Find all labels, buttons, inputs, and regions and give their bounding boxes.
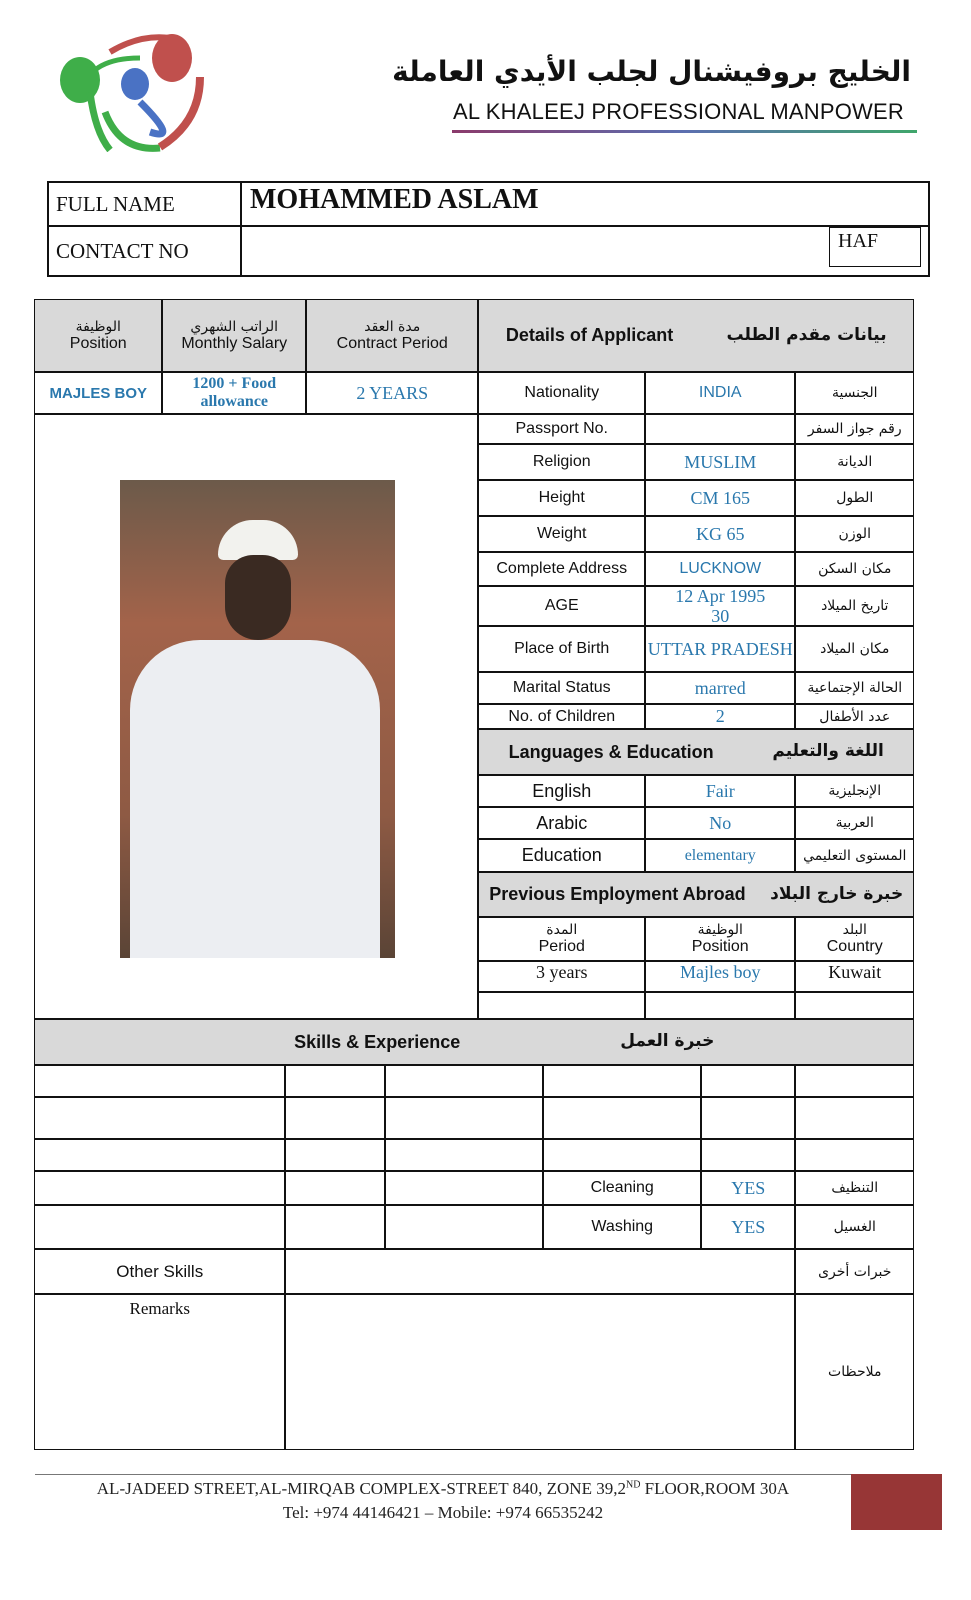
emp-position-header: الوظيفة Position xyxy=(645,917,795,961)
skills-cell xyxy=(385,1097,543,1139)
birth-date: 12 Apr 1995 xyxy=(675,585,766,606)
language-arabic-label: المستوى التعليمي xyxy=(795,839,914,872)
skills-cell xyxy=(385,1139,543,1171)
detail-value: MUSLIM xyxy=(645,444,795,480)
other-skills-value xyxy=(285,1249,795,1294)
skill-label: Cleaning xyxy=(543,1171,701,1205)
detail-arabic-label: مكان الميلاد xyxy=(795,626,914,672)
language-value: Fair xyxy=(645,775,795,807)
other-skills-label: Other Skills xyxy=(34,1249,285,1294)
detail-label: Nationality xyxy=(478,372,645,414)
detail-label: Marital Status xyxy=(478,672,645,704)
skills-cell xyxy=(285,1171,385,1205)
detail-value xyxy=(645,414,795,444)
skills-cell xyxy=(285,1205,385,1249)
detail-value: CM 165 xyxy=(645,480,795,516)
detail-arabic-label: الوزن xyxy=(795,516,914,552)
detail-label: Place of Birth xyxy=(478,626,645,672)
other-skills-arabic: خبرات أخرى xyxy=(795,1249,914,1294)
skills-cell xyxy=(795,1139,914,1171)
detail-arabic-label: الديانة xyxy=(795,444,914,480)
skills-cell xyxy=(34,1065,285,1097)
skills-cell xyxy=(285,1065,385,1097)
remarks-value xyxy=(285,1294,795,1450)
full-name-value: MOHAMMED ASLAM xyxy=(250,184,539,215)
detail-arabic-label: الطول xyxy=(795,480,914,516)
skills-cell xyxy=(285,1097,385,1139)
skills-header: Skills & Experience خبرة العمل xyxy=(34,1019,914,1065)
detail-value: marred xyxy=(645,672,795,704)
full-name-label: FULL NAME xyxy=(56,192,175,216)
footer-phones: Tel: +974 44146421 – Mobile: +974 66535242 xyxy=(282,1503,604,1522)
position-value: MAJLES BOY xyxy=(34,372,162,414)
contract-header: مدة العقد Contract Period xyxy=(306,299,478,372)
detail-label: Passport No. xyxy=(478,414,645,444)
applicant-photo xyxy=(120,480,395,958)
employment-header: Previous Employment Abroad خبرة خارج البلاد xyxy=(478,872,914,917)
skills-cell xyxy=(795,1097,914,1139)
detail-label: No. of Children xyxy=(478,704,645,729)
contact-label: CONTACT NO xyxy=(56,239,189,263)
detail-value: UTTAR PRADESH xyxy=(645,626,795,672)
detail-value: LUCKNOW xyxy=(645,552,795,586)
emp-empty-cell xyxy=(645,992,795,1019)
country-header: البلد Country xyxy=(795,917,914,961)
detail-arabic-label: عدد الأطفال xyxy=(795,704,914,729)
skills-cell xyxy=(795,1065,914,1097)
detail-value xyxy=(645,586,795,626)
detail-label: Complete Address xyxy=(478,552,645,586)
footer-line xyxy=(35,1474,851,1475)
detail-arabic-label: مكان السكن xyxy=(795,552,914,586)
footer-address: AL-JADEED STREET,AL-MIRQAB COMPLEX-STREET 840, ZONE 39,2ND FLOOR,ROOM 30A xyxy=(96,1479,790,1498)
detail-label: AGE xyxy=(478,586,645,626)
emp-country-value: Kuwait xyxy=(795,961,914,992)
detail-arabic-label: تاريخ الميلاد xyxy=(795,586,914,626)
emp-empty-cell xyxy=(478,992,645,1019)
detail-label: Religion xyxy=(478,444,645,480)
contact-value xyxy=(250,230,810,270)
skills-cell xyxy=(543,1139,701,1171)
skills-cell xyxy=(34,1205,285,1249)
skills-cell xyxy=(701,1065,795,1097)
salary-header: الراتب الشهري Monthly Salary xyxy=(162,299,306,372)
skills-cell xyxy=(34,1171,285,1205)
skill-value: YES xyxy=(701,1171,795,1205)
detail-label: Weight xyxy=(478,516,645,552)
code-box: HAF xyxy=(829,227,921,267)
detail-value: 2 xyxy=(645,704,795,729)
language-label: English xyxy=(478,775,645,807)
skill-arabic-label: الغسيل xyxy=(795,1205,914,1249)
age-value: 30 xyxy=(711,606,730,627)
company-name-english: AL KHALEEJ PROFESSIONAL MANPOWER xyxy=(453,99,904,124)
language-value: No xyxy=(645,807,795,839)
period-header: المدة Period xyxy=(478,917,645,961)
header-divider xyxy=(452,130,917,133)
company-logo xyxy=(50,22,205,152)
skills-cell xyxy=(385,1205,543,1249)
skills-cell xyxy=(34,1097,285,1139)
language-arabic-label: العربية xyxy=(795,807,914,839)
languages-header: Languages & Education اللغة والتعليم xyxy=(478,729,914,775)
skill-arabic-label: التنظيف xyxy=(795,1171,914,1205)
language-label: Arabic xyxy=(478,807,645,839)
skills-cell xyxy=(285,1139,385,1171)
details-header: Details of Applicant بيانات مقدم الطلب xyxy=(478,299,914,372)
skills-cell xyxy=(701,1139,795,1171)
remarks-arabic: ملاحظات xyxy=(795,1294,914,1450)
contract-value: 2 YEARS xyxy=(306,372,478,414)
skills-cell xyxy=(385,1065,543,1097)
skill-label: Washing xyxy=(543,1205,701,1249)
language-value: elementary xyxy=(645,839,795,872)
language-arabic-label: الإنجليزية xyxy=(795,775,914,807)
skills-cell xyxy=(543,1065,701,1097)
detail-label: Height xyxy=(478,480,645,516)
footer-red-block xyxy=(851,1474,942,1530)
detail-value: INDIA xyxy=(645,372,795,414)
skills-cell xyxy=(543,1097,701,1139)
detail-arabic-label: رقم جواز السفر xyxy=(795,414,914,444)
skill-value: YES xyxy=(701,1205,795,1249)
company-name-arabic: الخليج بروفيشنال لجلب الأيدي العاملة xyxy=(392,55,911,88)
skills-cell xyxy=(385,1171,543,1205)
skills-cell xyxy=(34,1139,285,1171)
skills-cell xyxy=(701,1097,795,1139)
detail-arabic-label: الجنسية xyxy=(795,372,914,414)
position-header: الوظيفة Position xyxy=(34,299,162,372)
emp-empty-cell xyxy=(795,992,914,1019)
detail-arabic-label: الحالة الإجتماعية xyxy=(795,672,914,704)
detail-value: KG 65 xyxy=(645,516,795,552)
salary-value: 1200 + Food allowance xyxy=(162,372,306,414)
language-label: Education xyxy=(478,839,645,872)
emp-period-value: 3 years xyxy=(478,961,645,992)
remarks-label: Remarks xyxy=(34,1294,285,1450)
emp-position-value: Majles boy xyxy=(645,961,795,992)
